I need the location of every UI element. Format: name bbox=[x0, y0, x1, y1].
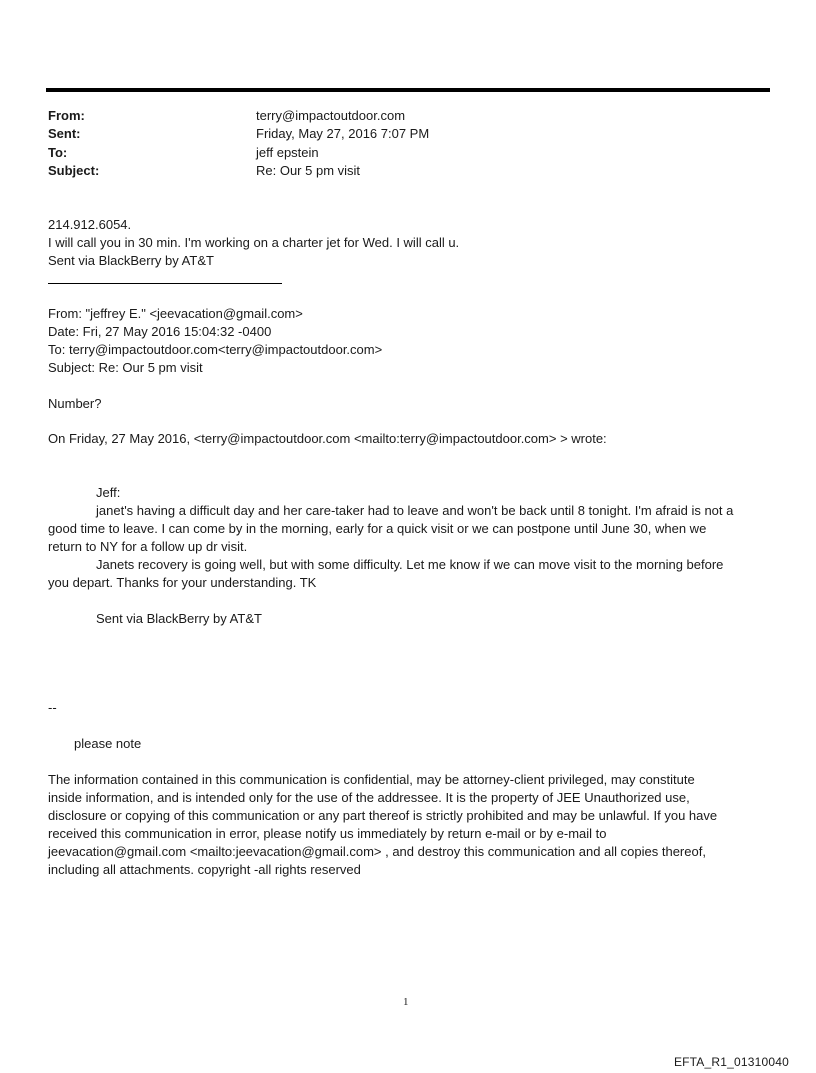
page-number: 1 bbox=[403, 996, 409, 1008]
header-rule bbox=[46, 88, 770, 92]
subject-value: Re: Our 5 pm visit bbox=[256, 163, 361, 178]
disclaimer-line: received this communication in error, please notify us immediately by return e-mail or by e-mail to bbox=[48, 826, 607, 841]
quoted-date: Date: Fri, 27 May 2016 15:04:32 -0400 bbox=[48, 324, 272, 339]
disclaimer-line: disclosure or copying of this communication or any part thereof is strictly prohibited and may be unlawful. If you have bbox=[48, 808, 718, 823]
disclaimer-line: jeevacation@gmail.com <mailto:jeevacation@gmail.com> , and destroy this communication and all copies thereof, bbox=[48, 844, 706, 859]
please-note: please note bbox=[74, 736, 142, 751]
quoted-from: From: "jeffrey E." <jeevacation@gmail.com> bbox=[48, 306, 303, 321]
from-label: From: bbox=[48, 108, 85, 123]
original-p2-line2: you depart. Thanks for your understanding. TK bbox=[48, 575, 317, 590]
quoted-body: Number? bbox=[48, 396, 102, 411]
original-signature: Sent via BlackBerry by AT&T bbox=[96, 611, 262, 626]
quoted-on-wrote: On Friday, 27 May 2016, <terry@impactoutdoor.com <mailto:terry@impactoutdoor.com> > wrote: bbox=[48, 431, 607, 446]
disclaimer-line: inside information, and is intended only for the use of the addressee. It is the property of JEE Unauthorized use, bbox=[48, 790, 690, 805]
original-greeting: Jeff: bbox=[96, 485, 121, 500]
reply-phone: 214.912.6054. bbox=[48, 217, 132, 232]
quote-separator bbox=[48, 283, 282, 284]
quoted-subject: Subject: Re: Our 5 pm visit bbox=[48, 360, 203, 375]
to-label: To: bbox=[48, 145, 68, 160]
disclaimer-line: including all attachments. copyright -all rights reserved bbox=[48, 862, 361, 877]
footer-dashes: -- bbox=[48, 700, 57, 715]
quoted-to: To: terry@impactoutdoor.com<terry@impactoutdoor.com> bbox=[48, 342, 383, 357]
document-id: EFTA_R1_01310040 bbox=[673, 1055, 789, 1069]
sent-value: Friday, May 27, 2016 7:07 PM bbox=[256, 126, 430, 141]
original-p1-line3: return to NY for a follow up dr visit. bbox=[48, 539, 248, 554]
subject-label: Subject: bbox=[48, 163, 100, 178]
from-value: terry@impactoutdoor.com bbox=[256, 108, 406, 123]
reply-message: I will call you in 30 min. I'm working on a charter jet for Wed. I will call u. bbox=[48, 235, 460, 250]
disclaimer-line: The information contained in this communication is confidential, may be attorney-client privileged, may constitute bbox=[48, 772, 695, 787]
reply-signature: Sent via BlackBerry by AT&T bbox=[48, 253, 214, 268]
original-p1-line2: good time to leave. I can come by in the morning, early for a quick visit or we can postpone until June 30, when we bbox=[48, 521, 707, 536]
to-value: jeff epstein bbox=[256, 145, 319, 160]
original-p2-line1: Janets recovery is going well, but with some difficulty. Let me know if we can move visit to the morning before bbox=[96, 557, 724, 572]
sent-label: Sent: bbox=[48, 126, 81, 141]
original-p1-line1: janet's having a difficult day and her care-taker had to leave and won't be back until 8 tonight. I'm afraid is not a bbox=[96, 503, 734, 518]
